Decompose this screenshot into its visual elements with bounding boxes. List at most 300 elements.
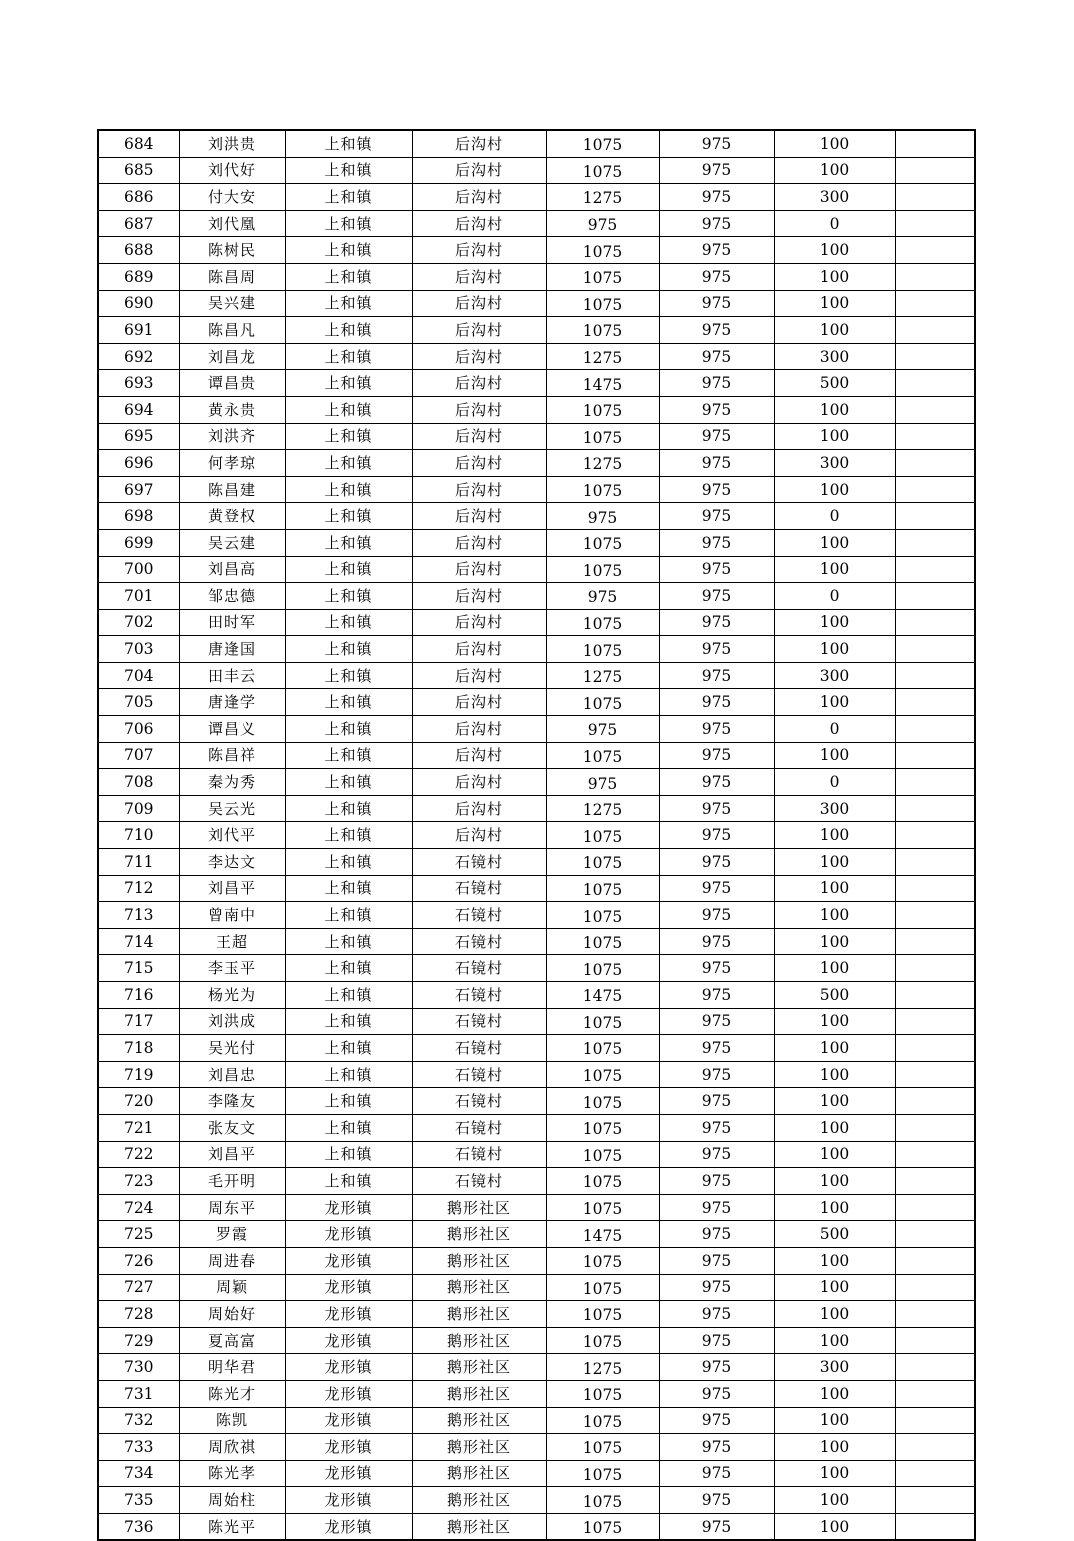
town-cell: 上和镇 <box>285 742 412 769</box>
town-cell: 上和镇 <box>285 1168 412 1195</box>
table-row <box>98 1035 975 1062</box>
remark-cell <box>895 157 975 184</box>
village-cell: 石镜村 <box>412 875 546 902</box>
village-cell: 石镜村 <box>412 1141 546 1168</box>
amount-b-cell: 975 <box>659 849 774 876</box>
village-cell: 鹅形社区 <box>412 1221 546 1248</box>
village-cell: 后沟村 <box>412 556 546 583</box>
difference-cell: 0 <box>774 583 895 610</box>
table-row <box>98 1513 975 1540</box>
name-cell: 曾南中 <box>179 902 285 929</box>
name-cell: 陈昌建 <box>179 476 285 503</box>
amount-b-cell: 975 <box>659 1327 774 1354</box>
remark-cell <box>895 1434 975 1461</box>
amount-a-cell: 1475 <box>546 370 659 397</box>
amount-a-cell: 1075 <box>546 1327 659 1354</box>
town-cell: 龙形镇 <box>285 1354 412 1381</box>
row-number-cell: 685 <box>98 157 179 184</box>
amount-b-cell: 975 <box>659 317 774 344</box>
amount-a-cell: 1075 <box>546 1168 659 1195</box>
name-cell: 谭昌义 <box>179 716 285 743</box>
remark-cell <box>895 1407 975 1434</box>
amount-a-cell: 1075 <box>546 290 659 317</box>
amount-a-cell: 1075 <box>546 1301 659 1328</box>
name-cell: 刘洪成 <box>179 1008 285 1035</box>
amount-a-cell: 1075 <box>546 1434 659 1461</box>
table-row <box>98 476 975 503</box>
village-cell: 后沟村 <box>412 343 546 370</box>
town-cell: 上和镇 <box>285 795 412 822</box>
amount-b-cell: 975 <box>659 1354 774 1381</box>
row-number-cell: 684 <box>98 130 179 157</box>
row-number-cell: 736 <box>98 1513 179 1540</box>
village-cell: 后沟村 <box>412 450 546 477</box>
name-cell: 李隆友 <box>179 1088 285 1115</box>
village-cell: 后沟村 <box>412 689 546 716</box>
amount-a-cell: 1075 <box>546 1487 659 1514</box>
town-cell: 上和镇 <box>285 1141 412 1168</box>
row-number-cell: 705 <box>98 689 179 716</box>
town-cell: 上和镇 <box>285 609 412 636</box>
table-row <box>98 1487 975 1514</box>
amount-b-cell: 975 <box>659 636 774 663</box>
difference-cell: 100 <box>774 1434 895 1461</box>
name-cell: 付大安 <box>179 184 285 211</box>
table-row <box>98 875 975 902</box>
table-row <box>98 1141 975 1168</box>
table-row <box>98 210 975 237</box>
name-cell: 田时军 <box>179 609 285 636</box>
village-cell: 石镜村 <box>412 1088 546 1115</box>
row-number-cell: 687 <box>98 210 179 237</box>
name-cell: 何孝琼 <box>179 450 285 477</box>
name-cell: 张友文 <box>179 1114 285 1141</box>
amount-a-cell: 1475 <box>546 1221 659 1248</box>
difference-cell: 100 <box>774 849 895 876</box>
name-cell: 刘代好 <box>179 157 285 184</box>
village-cell: 后沟村 <box>412 583 546 610</box>
amount-a-cell: 1275 <box>546 450 659 477</box>
difference-cell: 100 <box>774 928 895 955</box>
row-number-cell: 697 <box>98 476 179 503</box>
village-cell: 后沟村 <box>412 503 546 530</box>
town-cell: 上和镇 <box>285 237 412 264</box>
town-cell: 龙形镇 <box>285 1407 412 1434</box>
row-number-cell: 726 <box>98 1247 179 1274</box>
village-cell: 后沟村 <box>412 476 546 503</box>
remark-cell <box>895 317 975 344</box>
table-row <box>98 1061 975 1088</box>
remark-cell <box>895 1301 975 1328</box>
amount-b-cell: 975 <box>659 875 774 902</box>
table-row <box>98 1407 975 1434</box>
row-number-cell: 724 <box>98 1194 179 1221</box>
remark-cell <box>895 795 975 822</box>
amount-a-cell: 1075 <box>546 902 659 929</box>
village-cell: 石镜村 <box>412 1168 546 1195</box>
remark-cell <box>895 822 975 849</box>
name-cell: 吴兴建 <box>179 290 285 317</box>
row-number-cell: 712 <box>98 875 179 902</box>
amount-b-cell: 975 <box>659 1061 774 1088</box>
difference-cell: 100 <box>774 955 895 982</box>
table-row <box>98 1380 975 1407</box>
village-cell: 后沟村 <box>412 396 546 423</box>
difference-cell: 100 <box>774 1114 895 1141</box>
amount-a-cell: 1075 <box>546 1114 659 1141</box>
table-row <box>98 982 975 1009</box>
village-cell: 鹅形社区 <box>412 1407 546 1434</box>
row-number-cell: 700 <box>98 556 179 583</box>
amount-a-cell: 1075 <box>546 130 659 157</box>
amount-b-cell: 975 <box>659 742 774 769</box>
amount-b-cell: 975 <box>659 716 774 743</box>
table-row <box>98 529 975 556</box>
name-cell: 唐逢国 <box>179 636 285 663</box>
table-row <box>98 423 975 450</box>
row-number-cell: 722 <box>98 1141 179 1168</box>
difference-cell: 100 <box>774 1141 895 1168</box>
village-cell: 石镜村 <box>412 1061 546 1088</box>
town-cell: 上和镇 <box>285 343 412 370</box>
name-cell: 明华君 <box>179 1354 285 1381</box>
village-cell: 石镜村 <box>412 902 546 929</box>
town-cell: 上和镇 <box>285 529 412 556</box>
row-number-cell: 719 <box>98 1061 179 1088</box>
amount-b-cell: 975 <box>659 1513 774 1540</box>
town-cell: 上和镇 <box>285 556 412 583</box>
town-cell: 上和镇 <box>285 317 412 344</box>
table-row <box>98 556 975 583</box>
difference-cell: 300 <box>774 662 895 689</box>
difference-cell: 300 <box>774 343 895 370</box>
name-cell: 刘代平 <box>179 822 285 849</box>
row-number-cell: 723 <box>98 1168 179 1195</box>
difference-cell: 100 <box>774 1008 895 1035</box>
name-cell: 刘昌忠 <box>179 1061 285 1088</box>
table-row <box>98 1460 975 1487</box>
village-cell: 后沟村 <box>412 795 546 822</box>
amount-b-cell: 975 <box>659 662 774 689</box>
remark-cell <box>895 1487 975 1514</box>
village-cell: 后沟村 <box>412 662 546 689</box>
amount-b-cell: 975 <box>659 157 774 184</box>
table-row <box>98 662 975 689</box>
town-cell: 上和镇 <box>285 928 412 955</box>
table-row <box>98 263 975 290</box>
remark-cell <box>895 982 975 1009</box>
village-cell: 鹅形社区 <box>412 1274 546 1301</box>
amount-a-cell: 1075 <box>546 396 659 423</box>
remark-cell <box>895 609 975 636</box>
amount-a-cell: 1475 <box>546 982 659 1009</box>
town-cell: 上和镇 <box>285 450 412 477</box>
town-cell: 上和镇 <box>285 902 412 929</box>
town-cell: 上和镇 <box>285 636 412 663</box>
difference-cell: 500 <box>774 370 895 397</box>
difference-cell: 100 <box>774 237 895 264</box>
name-cell: 黄登权 <box>179 503 285 530</box>
town-cell: 上和镇 <box>285 423 412 450</box>
amount-a-cell: 1075 <box>546 476 659 503</box>
table-row <box>98 955 975 982</box>
name-cell: 周始柱 <box>179 1487 285 1514</box>
name-cell: 谭昌贵 <box>179 370 285 397</box>
table-row <box>98 130 975 157</box>
difference-cell: 100 <box>774 1035 895 1062</box>
table-row <box>98 928 975 955</box>
difference-cell: 100 <box>774 636 895 663</box>
table-row <box>98 742 975 769</box>
table-row <box>98 237 975 264</box>
amount-b-cell: 975 <box>659 769 774 796</box>
town-cell: 龙形镇 <box>285 1434 412 1461</box>
difference-cell: 100 <box>774 1247 895 1274</box>
difference-cell: 500 <box>774 1221 895 1248</box>
difference-cell: 0 <box>774 769 895 796</box>
village-cell: 后沟村 <box>412 742 546 769</box>
name-cell: 陈昌祥 <box>179 742 285 769</box>
table-row <box>98 1168 975 1195</box>
town-cell: 上和镇 <box>285 822 412 849</box>
amount-b-cell: 975 <box>659 396 774 423</box>
row-number-cell: 688 <box>98 237 179 264</box>
village-cell: 石镜村 <box>412 955 546 982</box>
name-cell: 王超 <box>179 928 285 955</box>
table-body <box>98 130 975 1540</box>
difference-cell: 100 <box>774 1194 895 1221</box>
row-number-cell: 707 <box>98 742 179 769</box>
amount-b-cell: 975 <box>659 529 774 556</box>
amount-b-cell: 975 <box>659 184 774 211</box>
amount-b-cell: 975 <box>659 343 774 370</box>
village-cell: 后沟村 <box>412 290 546 317</box>
row-number-cell: 717 <box>98 1008 179 1035</box>
village-cell: 鹅形社区 <box>412 1354 546 1381</box>
remark-cell <box>895 1114 975 1141</box>
amount-b-cell: 975 <box>659 130 774 157</box>
remark-cell <box>895 556 975 583</box>
row-number-cell: 731 <box>98 1380 179 1407</box>
difference-cell: 100 <box>774 609 895 636</box>
village-cell: 后沟村 <box>412 529 546 556</box>
village-cell: 石镜村 <box>412 1114 546 1141</box>
name-cell: 毛开明 <box>179 1168 285 1195</box>
town-cell: 龙形镇 <box>285 1247 412 1274</box>
village-cell: 后沟村 <box>412 184 546 211</box>
amount-a-cell: 1075 <box>546 1035 659 1062</box>
remark-cell <box>895 396 975 423</box>
name-cell: 李玉平 <box>179 955 285 982</box>
name-cell: 周进春 <box>179 1247 285 1274</box>
name-cell: 秦为秀 <box>179 769 285 796</box>
town-cell: 龙形镇 <box>285 1380 412 1407</box>
amount-b-cell: 975 <box>659 982 774 1009</box>
town-cell: 上和镇 <box>285 662 412 689</box>
difference-cell: 300 <box>774 450 895 477</box>
amount-a-cell: 1275 <box>546 184 659 211</box>
town-cell: 龙形镇 <box>285 1460 412 1487</box>
remark-cell <box>895 1141 975 1168</box>
row-number-cell: 695 <box>98 423 179 450</box>
difference-cell: 100 <box>774 1487 895 1514</box>
town-cell: 上和镇 <box>285 1035 412 1062</box>
amount-a-cell: 1075 <box>546 157 659 184</box>
difference-cell: 300 <box>774 795 895 822</box>
row-number-cell: 701 <box>98 583 179 610</box>
remark-cell <box>895 237 975 264</box>
amount-a-cell: 1075 <box>546 1407 659 1434</box>
amount-b-cell: 975 <box>659 1407 774 1434</box>
village-cell: 后沟村 <box>412 822 546 849</box>
amount-a-cell: 1075 <box>546 1247 659 1274</box>
table-row <box>98 1327 975 1354</box>
row-number-cell: 721 <box>98 1114 179 1141</box>
table-row <box>98 1088 975 1115</box>
row-number-cell: 713 <box>98 902 179 929</box>
amount-b-cell: 975 <box>659 1035 774 1062</box>
remark-cell <box>895 662 975 689</box>
amount-b-cell: 975 <box>659 1008 774 1035</box>
name-cell: 陈昌凡 <box>179 317 285 344</box>
amount-b-cell: 975 <box>659 237 774 264</box>
remark-cell <box>895 742 975 769</box>
name-cell: 刘昌高 <box>179 556 285 583</box>
row-number-cell: 689 <box>98 263 179 290</box>
amount-b-cell: 975 <box>659 583 774 610</box>
name-cell: 吴云建 <box>179 529 285 556</box>
amount-b-cell: 975 <box>659 450 774 477</box>
row-number-cell: 729 <box>98 1327 179 1354</box>
name-cell: 陈光孝 <box>179 1460 285 1487</box>
row-number-cell: 714 <box>98 928 179 955</box>
remark-cell <box>895 450 975 477</box>
amount-a-cell: 1075 <box>546 742 659 769</box>
difference-cell: 100 <box>774 1460 895 1487</box>
remark-cell <box>895 1061 975 1088</box>
table-row <box>98 1301 975 1328</box>
village-cell: 鹅形社区 <box>412 1487 546 1514</box>
amount-b-cell: 975 <box>659 210 774 237</box>
difference-cell: 100 <box>774 130 895 157</box>
amount-a-cell: 1275 <box>546 1354 659 1381</box>
town-cell: 上和镇 <box>285 184 412 211</box>
village-cell: 后沟村 <box>412 636 546 663</box>
amount-a-cell: 1075 <box>546 1141 659 1168</box>
name-cell: 罗霞 <box>179 1221 285 1248</box>
difference-cell: 100 <box>774 1061 895 1088</box>
remark-cell <box>895 1460 975 1487</box>
table-row <box>98 583 975 610</box>
remark-cell <box>895 636 975 663</box>
remark-cell <box>895 1380 975 1407</box>
town-cell: 上和镇 <box>285 982 412 1009</box>
remark-cell <box>895 1221 975 1248</box>
table-row <box>98 184 975 211</box>
remark-cell <box>895 423 975 450</box>
row-number-cell: 710 <box>98 822 179 849</box>
town-cell: 龙形镇 <box>285 1194 412 1221</box>
table-row <box>98 689 975 716</box>
remark-cell <box>895 503 975 530</box>
table-row <box>98 1008 975 1035</box>
town-cell: 上和镇 <box>285 716 412 743</box>
table-row <box>98 636 975 663</box>
row-number-cell: 711 <box>98 849 179 876</box>
difference-cell: 0 <box>774 503 895 530</box>
town-cell: 龙形镇 <box>285 1221 412 1248</box>
table-row <box>98 370 975 397</box>
amount-a-cell: 1275 <box>546 795 659 822</box>
name-cell: 周始好 <box>179 1301 285 1328</box>
amount-b-cell: 975 <box>659 1194 774 1221</box>
difference-cell: 100 <box>774 902 895 929</box>
difference-cell: 500 <box>774 982 895 1009</box>
town-cell: 上和镇 <box>285 875 412 902</box>
difference-cell: 100 <box>774 263 895 290</box>
town-cell: 龙形镇 <box>285 1327 412 1354</box>
row-number-cell: 725 <box>98 1221 179 1248</box>
row-number-cell: 696 <box>98 450 179 477</box>
row-number-cell: 709 <box>98 795 179 822</box>
amount-a-cell: 1075 <box>546 1061 659 1088</box>
village-cell: 后沟村 <box>412 716 546 743</box>
table-row <box>98 396 975 423</box>
difference-cell: 100 <box>774 742 895 769</box>
remark-cell <box>895 583 975 610</box>
name-cell: 周东平 <box>179 1194 285 1221</box>
table-row <box>98 343 975 370</box>
table-row <box>98 1247 975 1274</box>
amount-b-cell: 975 <box>659 609 774 636</box>
row-number-cell: 732 <box>98 1407 179 1434</box>
village-cell: 后沟村 <box>412 370 546 397</box>
amount-a-cell: 1075 <box>546 875 659 902</box>
remark-cell <box>895 370 975 397</box>
town-cell: 上和镇 <box>285 370 412 397</box>
amount-a-cell: 1075 <box>546 1513 659 1540</box>
village-cell: 石镜村 <box>412 1035 546 1062</box>
village-cell: 后沟村 <box>412 769 546 796</box>
row-number-cell: 727 <box>98 1274 179 1301</box>
amount-b-cell: 975 <box>659 1487 774 1514</box>
village-cell: 后沟村 <box>412 157 546 184</box>
name-cell: 陈树民 <box>179 237 285 264</box>
difference-cell: 100 <box>774 529 895 556</box>
village-cell: 鹅形社区 <box>412 1194 546 1221</box>
village-cell: 后沟村 <box>412 317 546 344</box>
remark-cell <box>895 875 975 902</box>
row-number-cell: 706 <box>98 716 179 743</box>
town-cell: 上和镇 <box>285 1008 412 1035</box>
name-cell: 周欣祺 <box>179 1434 285 1461</box>
amount-b-cell: 975 <box>659 290 774 317</box>
difference-cell: 300 <box>774 184 895 211</box>
name-cell: 刘代凰 <box>179 210 285 237</box>
town-cell: 龙形镇 <box>285 1487 412 1514</box>
difference-cell: 100 <box>774 822 895 849</box>
remark-cell <box>895 343 975 370</box>
village-cell: 鹅形社区 <box>412 1380 546 1407</box>
name-cell: 陈昌周 <box>179 263 285 290</box>
amount-b-cell: 975 <box>659 955 774 982</box>
village-cell: 石镜村 <box>412 849 546 876</box>
name-cell: 李达文 <box>179 849 285 876</box>
town-cell: 上和镇 <box>285 1114 412 1141</box>
row-number-cell: 728 <box>98 1301 179 1328</box>
town-cell: 上和镇 <box>285 396 412 423</box>
data-table <box>97 129 976 1541</box>
